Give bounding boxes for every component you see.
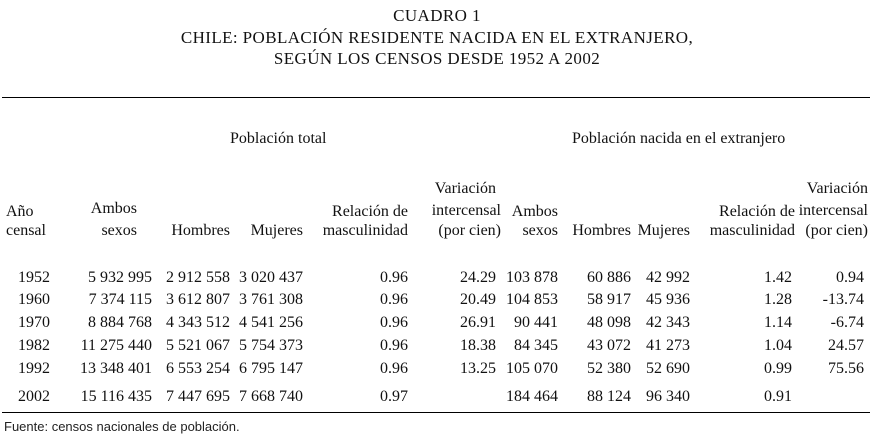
header-variacion-2: intercensal — [431, 202, 501, 219]
cell-mujeres: 7 668 740 — [239, 388, 303, 405]
header-variacion-1: Variación — [434, 180, 496, 197]
cell-f-relacion: 1.42 — [764, 269, 792, 286]
cell-f-mujeres: 96 340 — [646, 388, 690, 405]
group-header-foreign: Población nacida en el extranjero — [572, 130, 786, 147]
table-title-line-2: SEGÚN LOS CENSOS DESDE 1952 A 2002 — [273, 49, 601, 68]
cell-ambos: 13 348 401 — [80, 360, 152, 377]
header-variacion-3: (por cien) — [438, 222, 501, 239]
source-note: Fuente: censos nacionales de población. — [4, 419, 240, 434]
cell-f-ambos: 105 070 — [506, 360, 558, 377]
cell-hombres: 5 521 067 — [166, 337, 230, 354]
cell-f-ambos: 84 345 — [514, 337, 558, 354]
cell-mujeres: 3 020 437 — [239, 269, 303, 286]
table-number: CUADRO 1 — [393, 6, 481, 25]
cell-f-mujeres: 42 992 — [646, 269, 690, 286]
cell-f-mujeres: 42 343 — [646, 314, 690, 331]
table-row — [0, 359, 874, 380]
cell-ambos: 5 932 995 — [88, 269, 152, 286]
header-mujeres: Mujeres — [250, 222, 303, 239]
header-ambos-1: Ambos — [90, 200, 137, 217]
cell-f-ambos: 103 878 — [506, 269, 558, 286]
top-rule — [2, 97, 870, 98]
header-f-variacion-3: (por cien) — [805, 222, 868, 239]
cell-variacion: 20.49 — [460, 291, 496, 308]
cell-year: 2002 — [18, 388, 50, 405]
cell-variacion: 26.91 — [460, 314, 496, 331]
cell-hombres: 3 612 807 — [166, 291, 230, 308]
cell-f-relacion: 1.04 — [764, 337, 792, 354]
cell-f-variacion: 0.94 — [836, 269, 864, 286]
cell-ambos: 7 374 115 — [88, 291, 152, 308]
cell-f-variacion: -6.74 — [830, 314, 864, 331]
header-f-ambos-1: Ambos — [511, 203, 558, 220]
cell-year: 1960 — [18, 291, 50, 308]
cell-f-variacion: -13.74 — [822, 291, 864, 308]
table-row — [0, 268, 874, 289]
cell-variacion: 18.38 — [460, 337, 496, 354]
cell-variacion: 13.25 — [460, 360, 496, 377]
cell-year: 1992 — [18, 360, 50, 377]
header-anio-1: Año — [6, 203, 34, 220]
header-f-relacion-1: Relación de — [719, 203, 795, 220]
cell-mujeres: 5 754 373 — [239, 337, 303, 354]
cell-f-hombres: 52 380 — [587, 360, 631, 377]
header-f-variacion-1: Variación — [806, 180, 868, 197]
header-f-mujeres: Mujeres — [637, 222, 690, 239]
cell-year: 1952 — [18, 269, 50, 286]
cell-hombres: 2 912 558 — [166, 269, 230, 286]
header-f-hombres: Hombres — [572, 222, 631, 239]
bottom-rule — [2, 412, 870, 413]
header-relacion-1: Relación de — [332, 203, 408, 220]
cell-f-relacion: 1.28 — [764, 291, 792, 308]
cell-year: 1982 — [18, 337, 50, 354]
group-header-total: Población total — [230, 130, 327, 147]
cell-f-relacion: 1.14 — [764, 314, 792, 331]
cell-relacion: 0.96 — [380, 337, 408, 354]
cell-f-mujeres: 45 936 — [646, 291, 690, 308]
table-row — [0, 290, 874, 311]
cell-f-relacion: 0.99 — [764, 360, 792, 377]
cell-f-variacion: 75.56 — [828, 360, 864, 377]
cell-ambos: 8 884 768 — [88, 314, 152, 331]
cell-relacion: 0.96 — [380, 291, 408, 308]
table-row — [0, 313, 874, 334]
header-ambos-2: sexos — [101, 222, 137, 239]
cell-f-ambos: 184 464 — [506, 388, 558, 405]
header-hombres: Hombres — [171, 222, 230, 239]
cell-f-hombres: 58 917 — [587, 291, 631, 308]
cell-mujeres: 4 541 256 — [239, 314, 303, 331]
cell-f-variacion: 24.57 — [828, 337, 864, 354]
cell-f-hombres: 60 886 — [587, 269, 631, 286]
cell-ambos: 11 275 440 — [80, 337, 152, 354]
cell-relacion: 0.97 — [380, 388, 408, 405]
cell-hombres: 4 343 512 — [166, 314, 230, 331]
cell-f-hombres: 48 098 — [587, 314, 631, 331]
table-row — [0, 387, 874, 408]
cell-ambos: 15 116 435 — [80, 388, 152, 405]
cell-f-ambos: 90 441 — [514, 314, 558, 331]
cell-relacion: 0.96 — [380, 360, 408, 377]
cell-f-mujeres: 52 690 — [646, 360, 690, 377]
cell-f-hombres: 43 072 — [587, 337, 631, 354]
cell-year: 1970 — [18, 314, 50, 331]
table-title-line-1: CHILE: POBLACIÓN RESIDENTE NACIDA EN EL EXTRANJERO, — [180, 28, 694, 47]
header-f-ambos-2: sexos — [522, 222, 558, 239]
cell-mujeres: 3 761 308 — [239, 291, 303, 308]
header-f-relacion-2: masculinidad — [709, 222, 795, 239]
header-f-variacion-2: intercensal — [798, 202, 868, 219]
cell-f-hombres: 88 124 — [587, 388, 631, 405]
table-row — [0, 336, 874, 357]
cell-mujeres: 6 795 147 — [239, 360, 303, 377]
cell-f-mujeres: 41 273 — [646, 337, 690, 354]
cell-hombres: 7 447 695 — [166, 388, 230, 405]
cell-hombres: 6 553 254 — [166, 360, 230, 377]
cell-relacion: 0.96 — [380, 269, 408, 286]
cell-f-relacion: 0.91 — [764, 388, 792, 405]
header-relacion-2: masculinidad — [322, 222, 408, 239]
header-anio-2: censal — [6, 222, 46, 239]
cell-variacion: 24.29 — [460, 269, 496, 286]
cell-relacion: 0.96 — [380, 314, 408, 331]
cell-f-ambos: 104 853 — [506, 291, 558, 308]
